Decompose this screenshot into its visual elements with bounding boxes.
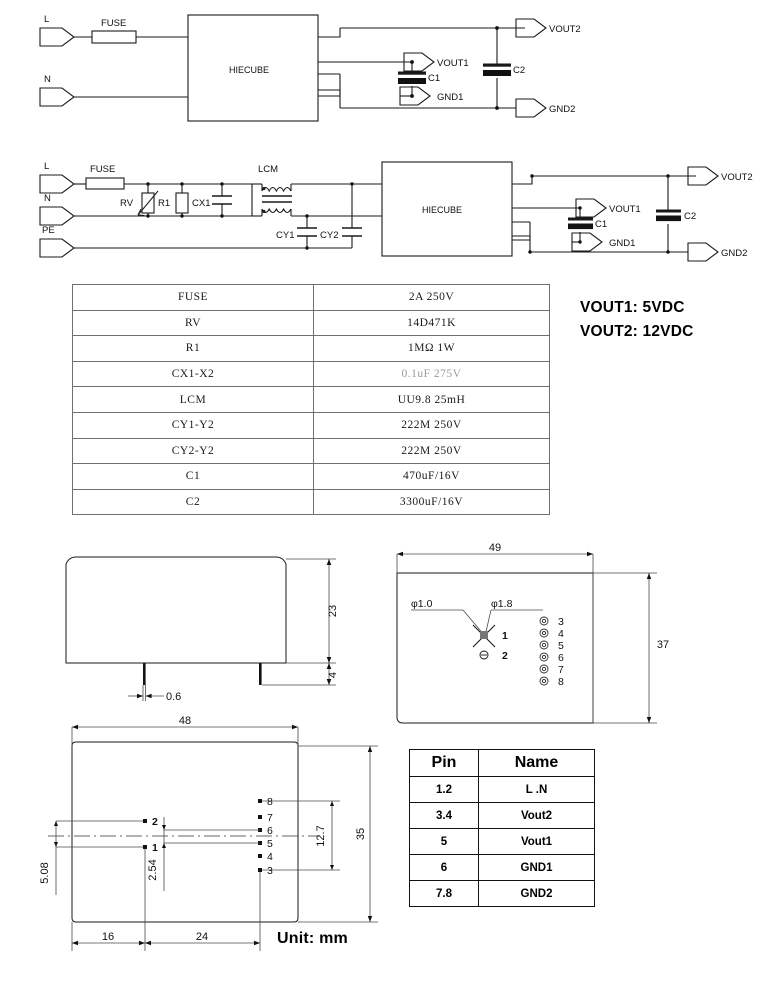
footprint-height-label: 37 [656,639,670,651]
component-table-body [73,285,550,515]
bottom-pad-left-group [143,819,147,849]
name-column-header: Name [479,750,595,777]
pin-name: L .N [479,777,595,803]
label-cy1: CY1 [276,230,295,241]
label-fuse: FUSE [90,164,116,175]
label-c1: C1 [595,219,608,230]
table-row [73,412,550,438]
pin-number: 6 [410,855,479,881]
pin-column-header: Pin [410,750,479,777]
table-row [73,285,550,311]
label-gnd1: GND1 [609,238,636,249]
label-module: HIECUBE [422,205,463,215]
label-c2: C2 [684,211,697,222]
module-body-outline [66,557,286,663]
label-vout1: VOUT1 [437,58,469,69]
label-vout2: VOUT2 [721,172,753,183]
capacitor-c1-symbol [398,72,426,85]
schematic-emc-diagram [0,150,766,275]
label-vout1: VOUT1 [609,204,641,215]
pin-pair-span-label: 5.08 [39,862,51,884]
terminal-n-icon [40,207,74,225]
label-cy2: CY2 [320,230,339,241]
component-value: 2A 250V [314,285,550,311]
bottom-pad-label-7: 7 [267,812,273,824]
component-name: R1 [73,336,314,362]
component-value-table [72,284,550,515]
label-c2: C2 [513,65,526,76]
component-name: CY2-Y2 [73,438,314,464]
component-name: FUSE [73,285,314,311]
pin-right [259,663,262,685]
pin-row-pitch-label: 2.54 [147,859,159,881]
component-value: 470uF/16V [314,464,550,490]
footprint-pad-column [540,616,564,688]
bottom-pad-label-5: 5 [267,838,273,850]
schematic-basic-diagram [0,0,766,140]
pad-1-icon [473,625,495,647]
label-vout2: VOUT2 [549,24,581,35]
bottom-pad-label-8: 8 [267,796,273,808]
unit-note: Unit: mm [277,930,348,947]
component-name: CY1-Y2 [73,412,314,438]
footprint-view-drawing [385,540,685,730]
pin-name: Vout2 [479,803,595,829]
table-row [73,310,550,336]
table-row [410,777,595,803]
pad-label-5: 5 [558,640,564,652]
label-c1: C1 [428,73,441,84]
pin-table-head [410,750,595,777]
capacitor-c1-symbol [568,218,593,230]
component-value: 222M 250V [314,438,550,464]
vout1-spec: VOUT1: 5VDC [580,299,685,316]
label-gnd2: GND2 [549,104,576,115]
pad-label-8: 8 [558,676,564,688]
hole-small-label: φ1.0 [411,598,433,610]
component-value: 3300uF/16V [314,489,550,515]
terminal-n-icon [40,88,74,106]
table-row [73,336,550,362]
resistor-r1-symbol [176,193,188,213]
pin-number: 5 [410,829,479,855]
terminal-gnd2-icon [516,99,546,117]
component-name: C2 [73,489,314,515]
terminal-pe-icon [40,239,74,257]
footprint-width-label: 49 [488,542,502,554]
component-value: 222M 250V [314,412,550,438]
pin-number: 7.8 [410,881,479,907]
label-gnd1: GND1 [437,92,464,103]
component-value: UU9.8 25mH [314,387,550,413]
label-pe: PE [42,225,55,236]
label-gnd2: GND2 [721,248,748,259]
label-rv: RV [120,198,134,209]
bottom-pad-label-4: 4 [267,851,273,863]
bottom-width-label: 48 [178,715,192,727]
bottom-pad-label-1: 1 [152,842,158,854]
label-lcm: LCM [258,164,279,175]
pad-label-2: 2 [502,650,508,662]
component-name: LCM [73,387,314,413]
table-row [73,387,550,413]
table-row [410,855,595,881]
bottom-height-label: 35 [355,827,367,841]
pin-name: Vout1 [479,829,595,855]
label-cx1: CX1 [192,198,211,209]
pin-left [143,663,146,685]
bottom-pad-label-2: 2 [152,816,158,828]
side-view-pin-length-label: 4 [327,671,339,679]
table-row [410,881,595,907]
hole-large-label: φ1.8 [491,598,513,610]
side-view-height-label: 23 [327,604,339,618]
output-voltage-note [580,296,694,344]
capacitor-c2-symbol [656,210,681,222]
pad-label-1: 1 [502,630,508,642]
component-name: CX1-X2 [73,361,314,387]
pin-table-body [410,777,595,907]
vout2-spec: VOUT2: 12VDC [580,323,694,340]
bottom-dim-left-label: 16 [101,931,115,943]
component-value: 0.1uF 275V [314,361,550,387]
pad-label-4: 4 [558,628,564,640]
capacitor-c2-symbol [483,64,511,77]
pad-2-icon [480,651,488,659]
table-row [73,464,550,490]
table-row [73,489,550,515]
terminal-l-icon [40,28,74,46]
pin-name: GND2 [479,881,595,907]
table-row [410,803,595,829]
component-value: 1MΩ 1W [314,336,550,362]
fuse-symbol [92,31,136,43]
label-fuse: FUSE [101,18,127,29]
label-n: N [44,74,51,85]
pin-number: 3.4 [410,803,479,829]
side-view-drawing [40,545,375,715]
pad-label-7: 7 [558,664,564,676]
component-name: C1 [73,464,314,490]
label-module: HIECUBE [229,65,270,75]
label-n: N [44,193,51,204]
label-l: L [44,161,50,172]
fuse-symbol [86,178,124,189]
terminal-gnd2-icon [688,243,718,261]
table-header-row [410,750,595,777]
table-row [73,438,550,464]
bottom-pad-label-6: 6 [267,825,273,837]
bottom-outline [72,742,298,922]
pin-row-span-label: 12.7 [315,825,327,847]
side-view-pin-width-label: 0.6 [166,691,182,703]
pin-number: 1.2 [410,777,479,803]
component-value: 14D471K [314,310,550,336]
pad-label-3: 3 [558,616,564,628]
pin-name: GND1 [479,855,595,881]
terminal-l-icon [40,175,74,193]
table-row [410,829,595,855]
pin-assignment-table [409,749,595,907]
label-r1: R1 [158,198,171,209]
bottom-dim-right-label: 24 [195,931,209,943]
pad-label-6: 6 [558,652,564,664]
bottom-pad-right-group [258,799,262,872]
component-name: RV [73,310,314,336]
label-l: L [44,14,50,25]
bottom-view-drawing [20,705,410,970]
table-row [73,361,550,387]
bottom-pad-label-3: 3 [267,865,273,877]
